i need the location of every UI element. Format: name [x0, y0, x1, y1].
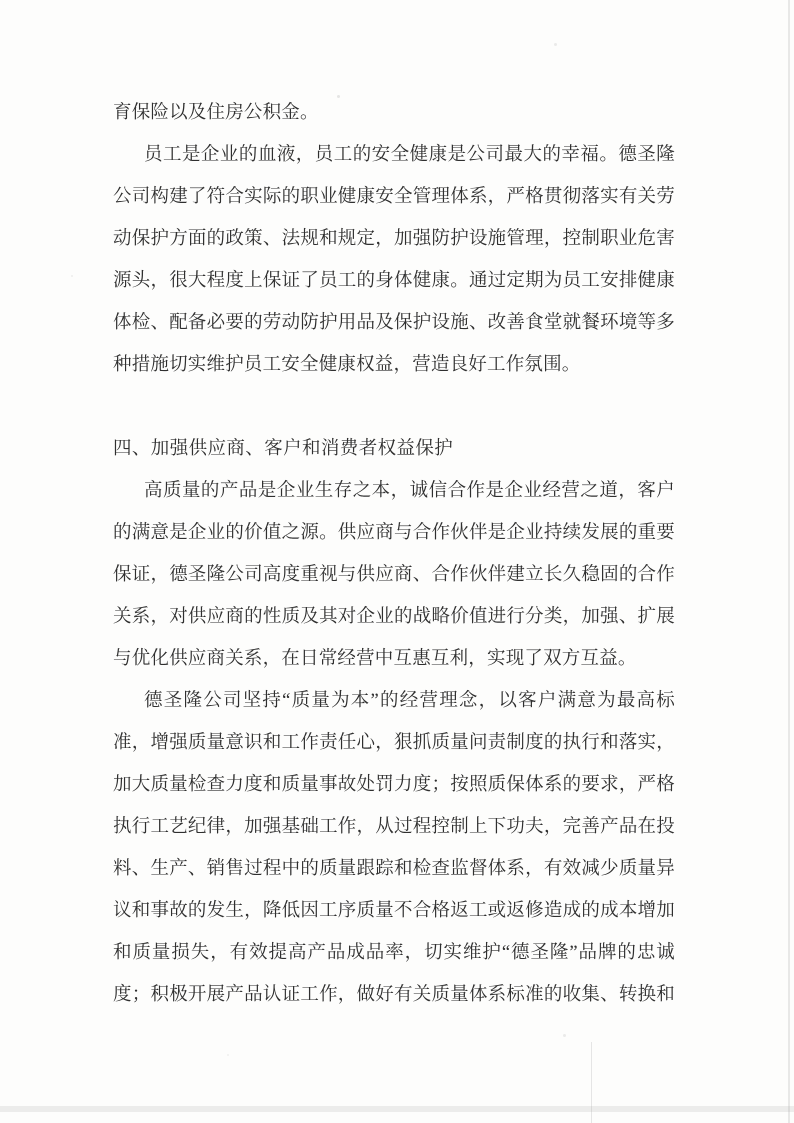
paragraph-employee-health [113, 134, 675, 386]
scan-speck [337, 95, 340, 98]
scan-edge-right [788, 0, 790, 1123]
text-line: 育保险以及住房公积金。 [113, 103, 319, 123]
text-line: 和质量损失，有效提高产品成品率，切实维护“德圣隆”品牌的忠诚 [113, 943, 675, 963]
text-line: 德圣隆公司坚持“质量为本”的经营理念，以客户满意为最高标 [144, 691, 675, 711]
scan-speck [71, 275, 73, 277]
paragraph-quality-management [113, 680, 675, 1016]
text-line: 保证，德圣隆公司高度重视与供应商、合作伙伴建立长久稳固的合作 [113, 565, 675, 585]
text-line: 与优化供应商关系，在日常经营中互惠互利，实现了双方互益。 [113, 649, 637, 669]
text-line: 动保护方面的政策、法规和规定，加强防护设施管理，控制职业危害 [113, 229, 675, 249]
text-line: 源头，很大程度上保证了员工的身体健康。通过定期为员工安排健康 [113, 271, 675, 291]
text-line: 公司构建了符合实际的职业健康安全管理体系，严格贯彻落实有关劳 [113, 187, 675, 207]
text-line: 种措施切实维护员工安全健康权益，营造良好工作氛围。 [113, 355, 581, 375]
blank-line [113, 386, 675, 428]
section-heading-four [113, 428, 675, 470]
text-line: 料、生产、销售过程中的质量跟踪和检查监督体系，有效减少质量异 [113, 859, 675, 879]
text-line: 执行工艺纪律，加强基础工作，从过程控制上下功夫，完善产品在投 [113, 817, 675, 837]
scan-speck [227, 1054, 229, 1056]
text-line: 的满意是企业的价值之源。供应商与合作伙伴是企业持续发展的重要 [113, 523, 675, 543]
text-line: 议和事故的发生，降低因工序质量不合格返工或返修造成的成本增加 [113, 901, 675, 921]
scan-shadow-bottom [0, 1106, 794, 1112]
heading-line: 四、加强供应商、客户和消费者权益保护 [113, 439, 454, 459]
document-text-block [113, 92, 675, 1016]
text-line: 准，增强质量意识和工作责任心，狠抓质量问责制度的执行和落实， [113, 733, 675, 753]
scan-fold-line [591, 1042, 592, 1123]
text-line: 高质量的产品是企业生存之本，诚信合作是企业经营之道，客户 [144, 481, 675, 501]
text-line: 关系，对供应商的性质及其对企业的战略价值进行分类，加强、扩展 [113, 607, 675, 627]
scan-speck [554, 43, 557, 46]
blank-line [113, 386, 675, 428]
scan-speck [563, 1034, 566, 1037]
scan-speck [309, 534, 311, 536]
text-line: 度；积极开展产品认证工作，做好有关质量体系标准的收集、转换和 [113, 985, 675, 1005]
text-line: 体检、配备必要的劳动防护用品及保护设施、改善食堂就餐环境等多 [113, 313, 675, 333]
paragraph-supplier-relations [113, 470, 675, 680]
text-line: 加大质量检查力度和质量事故处罚力度；按照质保体系的要求，严格 [113, 775, 675, 795]
paragraph-continuation-insurance [113, 92, 675, 134]
text-line: 员工是企业的血液，员工的安全健康是公司最大的幸福。德圣隆 [144, 145, 675, 165]
